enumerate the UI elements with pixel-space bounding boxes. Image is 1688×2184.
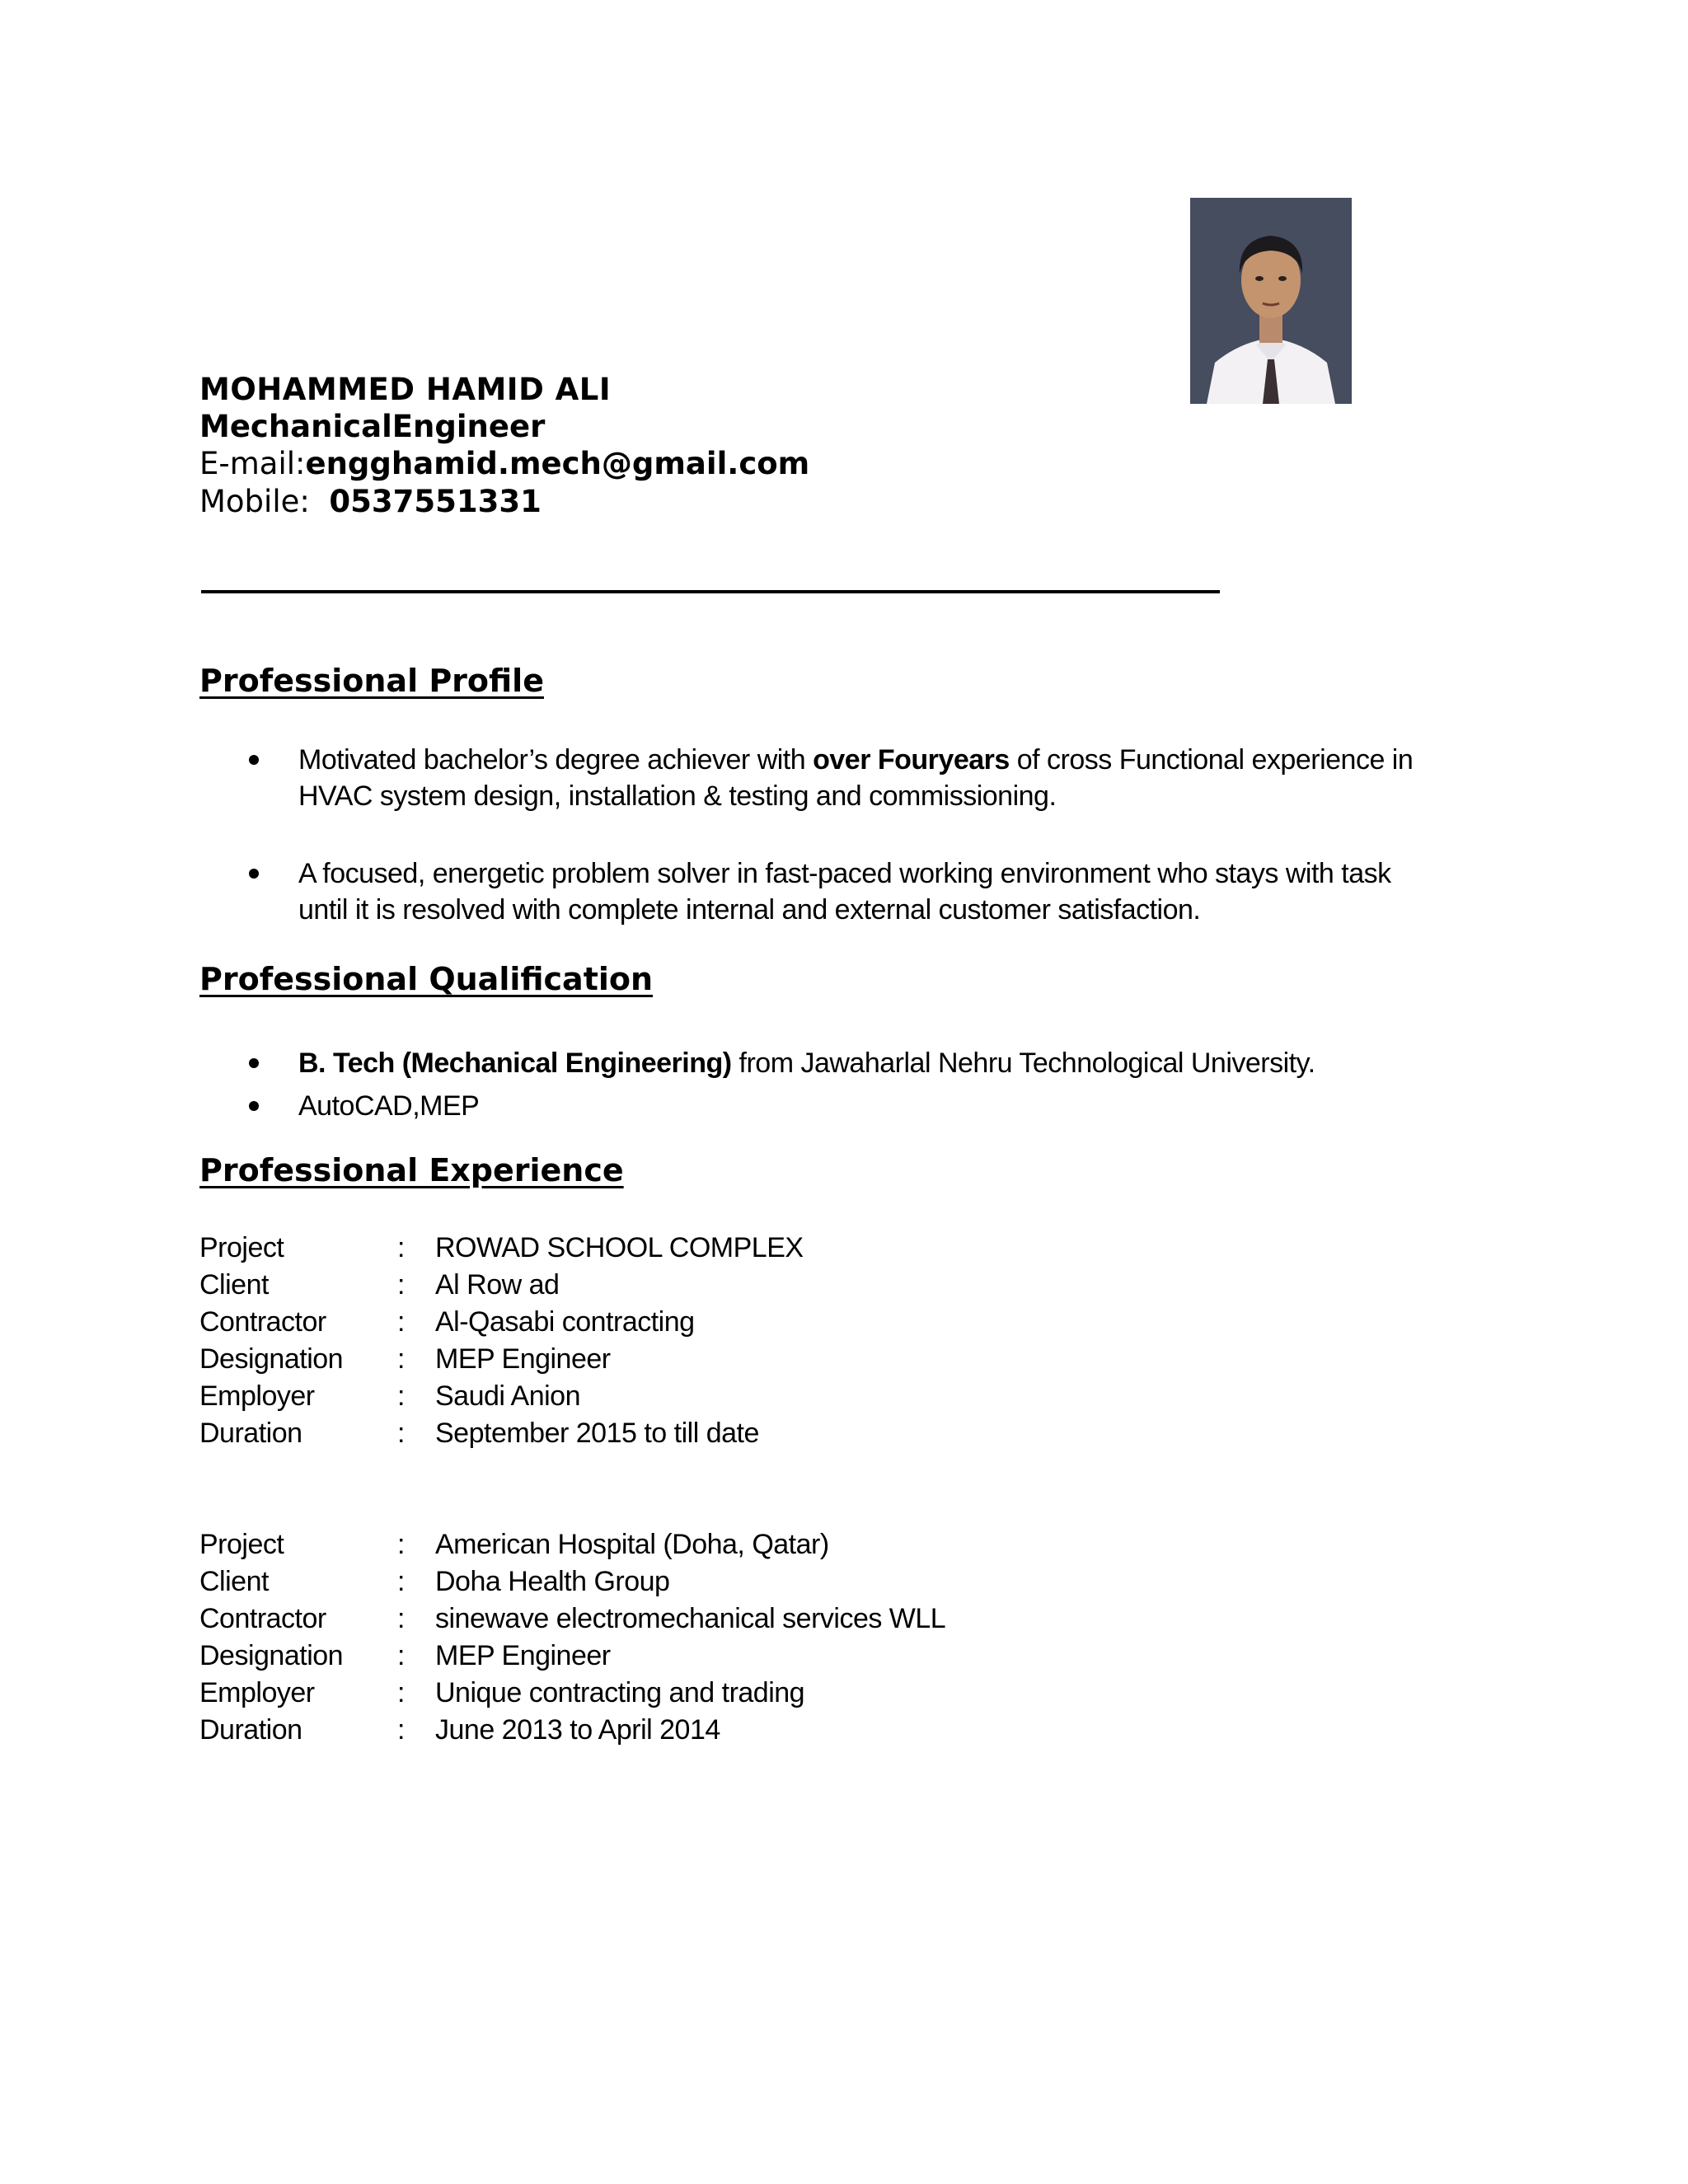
exp-colon: : xyxy=(397,1380,405,1412)
qualification-heading: Professional Qualification xyxy=(199,961,654,997)
profile-bullet-text: of cross Functional experience in xyxy=(1009,744,1414,776)
experience-heading: Professional Experience xyxy=(199,1152,624,1188)
exp-label: Employer xyxy=(199,1677,315,1708)
exp-value: Unique contracting and trading xyxy=(435,1677,805,1708)
qualification-list xyxy=(199,1042,1315,1127)
exp-value: Doha Health Group xyxy=(435,1566,670,1597)
experience-entry xyxy=(199,1230,804,1452)
exp-colon: : xyxy=(397,1306,405,1338)
bullet-icon xyxy=(249,1101,259,1111)
profile-heading: Professional Profile xyxy=(199,663,544,699)
exp-value: sinewave electromechanical services WLL xyxy=(435,1603,946,1634)
profile-bullet xyxy=(199,855,1391,928)
qualification-text: AutoCAD,MEP xyxy=(298,1090,480,1122)
profile-bullet-text: HVAC system design, installation & testing and commissioning. xyxy=(298,780,1057,812)
qualification-text: from Jawaharlal Nehru Technological University. xyxy=(731,1047,1315,1079)
exp-value: ROWAD SCHOOL COMPLEX xyxy=(435,1232,804,1263)
mobile-label: Mobile: xyxy=(199,484,310,519)
exp-colon: : xyxy=(397,1714,405,1746)
profile-bullet-text: A focused, energetic problem solver in fast-paced working environment who stays with task xyxy=(298,858,1391,889)
exp-row-designation xyxy=(199,1341,804,1378)
qualification-item xyxy=(199,1042,1315,1085)
bullet-icon xyxy=(249,755,259,765)
email-address[interactable]: engghamid.mech@gmail.com xyxy=(305,446,810,481)
exp-value: September 2015 to till date xyxy=(435,1418,759,1449)
exp-label: Contractor xyxy=(199,1603,326,1634)
email-label: E-mail: xyxy=(199,446,306,481)
exp-value: MEP Engineer xyxy=(435,1343,611,1375)
exp-colon: : xyxy=(397,1529,405,1560)
exp-label: Project xyxy=(199,1529,284,1560)
bullet-icon xyxy=(249,869,259,879)
profile-bullet-text: Motivated bachelor’s degree achiever with xyxy=(298,744,814,776)
exp-value: MEP Engineer xyxy=(435,1640,611,1671)
exp-colon: : xyxy=(397,1269,405,1301)
exp-colon: : xyxy=(397,1418,405,1449)
exp-colon: : xyxy=(397,1566,405,1597)
mobile-line xyxy=(199,483,809,521)
exp-label: Designation xyxy=(199,1640,344,1671)
exp-row-duration xyxy=(199,1712,945,1749)
exp-colon: : xyxy=(397,1677,405,1708)
exp-value: American Hospital (Doha, Qatar) xyxy=(435,1529,829,1560)
profile-photo-image xyxy=(1190,198,1352,404)
exp-row-contractor xyxy=(199,1601,945,1638)
profile-bullet-bold: over Fouryears xyxy=(813,744,1010,776)
exp-row-project xyxy=(199,1526,945,1563)
exp-row-employer xyxy=(199,1378,804,1415)
mobile-number: 0537551331 xyxy=(329,484,542,519)
exp-label: Project xyxy=(199,1232,284,1263)
profile-list-2 xyxy=(199,855,1391,928)
exp-value: Al-Qasabi contracting xyxy=(435,1306,695,1338)
header xyxy=(199,371,809,521)
email-line xyxy=(199,445,809,483)
experience-entry xyxy=(199,1526,945,1749)
exp-colon: : xyxy=(397,1640,405,1671)
header-divider xyxy=(201,590,1220,593)
exp-value: Al Row ad xyxy=(435,1269,560,1301)
exp-value: June 2013 to April 2014 xyxy=(435,1714,720,1746)
exp-row-designation xyxy=(199,1638,945,1675)
exp-colon: : xyxy=(397,1603,405,1634)
exp-label: Designation xyxy=(199,1343,344,1375)
exp-row-client xyxy=(199,1563,945,1601)
exp-row-client xyxy=(199,1267,804,1304)
exp-value: Saudi Anion xyxy=(435,1380,580,1412)
exp-label: Employer xyxy=(199,1380,315,1412)
bullet-icon xyxy=(249,1058,259,1068)
exp-colon: : xyxy=(397,1343,405,1375)
exp-row-duration xyxy=(199,1415,804,1452)
profile-photo xyxy=(1190,198,1352,404)
exp-label: Duration xyxy=(199,1418,302,1449)
qualification-item xyxy=(199,1085,1315,1127)
exp-label: Client xyxy=(199,1566,269,1597)
exp-row-project xyxy=(199,1230,804,1267)
exp-row-contractor xyxy=(199,1304,804,1341)
profile-list xyxy=(199,742,1413,814)
exp-colon: : xyxy=(397,1232,405,1263)
candidate-name: MOHAMMED HAMID ALI xyxy=(199,372,612,407)
exp-label: Client xyxy=(199,1269,269,1301)
profile-bullet-text: until it is resolved with complete internal and external customer satisfaction. xyxy=(298,894,1201,926)
candidate-title: MechanicalEngineer xyxy=(199,409,546,444)
qualification-degree: B. Tech (Mechanical Engineering) xyxy=(298,1047,732,1079)
exp-row-employer xyxy=(199,1675,945,1712)
profile-bullet xyxy=(199,742,1413,814)
exp-label: Contractor xyxy=(199,1306,326,1338)
exp-label: Duration xyxy=(199,1714,302,1746)
